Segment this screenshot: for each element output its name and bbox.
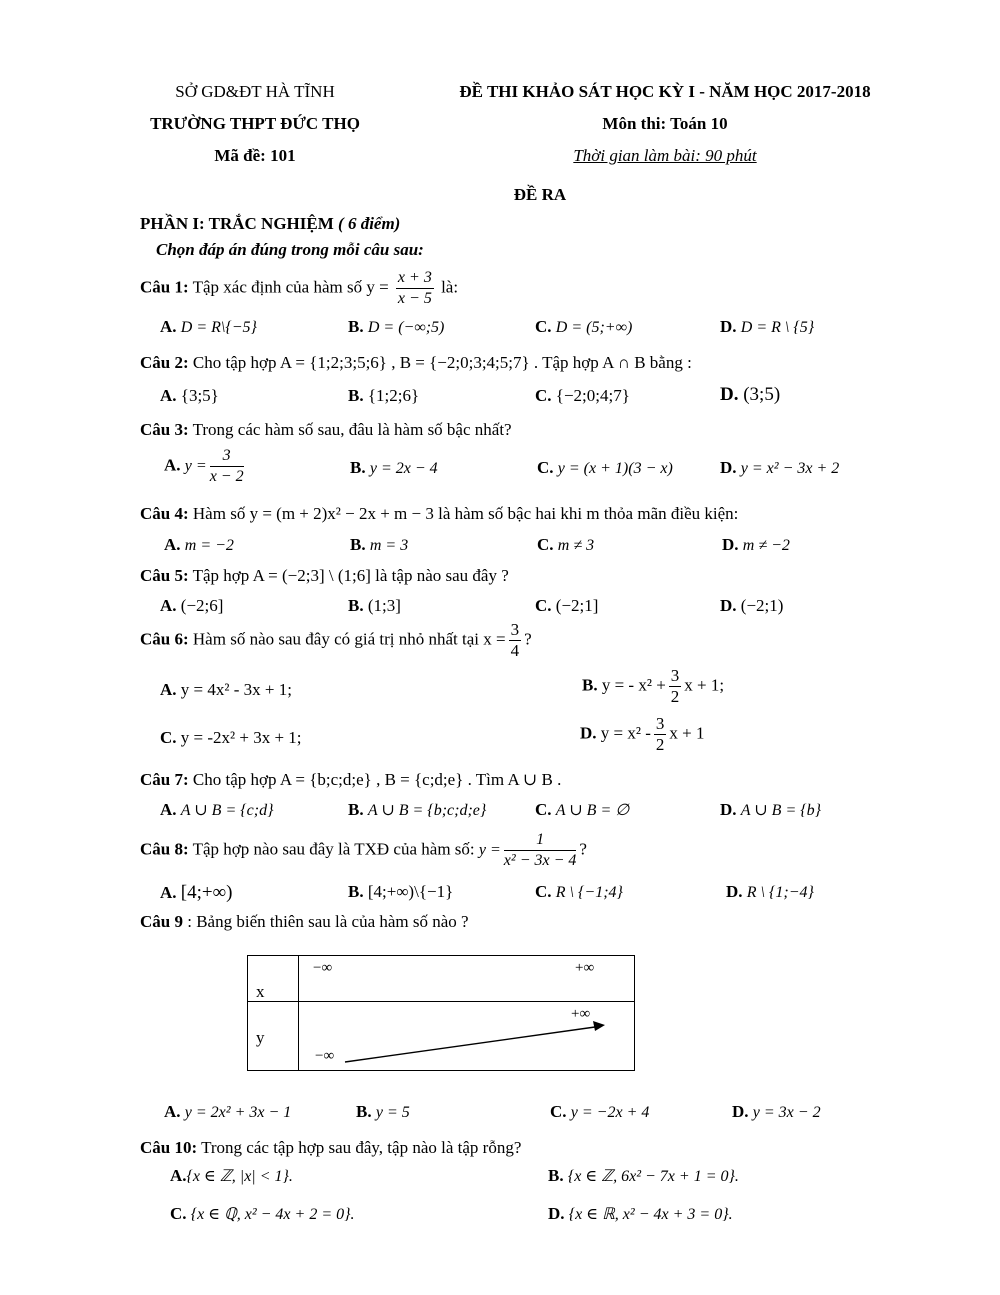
option-letter: C. [537, 535, 554, 554]
option-text: (−2;6] [180, 596, 224, 615]
option-text: [4;+∞)\{−1} [367, 882, 454, 901]
option-letter: A. [160, 883, 177, 902]
option-letter: C. [535, 596, 552, 615]
q4-option-a[interactable] [164, 535, 234, 555]
option-text: {−2;0;4;7} [555, 386, 630, 405]
q2-option-a[interactable] [160, 386, 219, 406]
option-text: y = x² - [600, 723, 651, 743]
q3-option-d[interactable] [720, 458, 839, 478]
option-letter: A. [160, 680, 177, 699]
option-letter: C. [535, 882, 552, 901]
question-text: : Bảng biến thiên sau là của hàm số nào ? [182, 912, 469, 931]
fraction [396, 268, 434, 309]
x-minus-infinity: −∞ [313, 960, 333, 976]
option-text: A ∪ B = {c;d} [180, 802, 274, 819]
q2-option-c[interactable] [535, 386, 630, 406]
option-letter: B. [348, 317, 364, 336]
question-label: Câu 3: [140, 420, 189, 439]
question-7 [140, 770, 561, 790]
q1-option-b[interactable] [348, 317, 444, 337]
option-text: y = 2x − 4 [369, 460, 438, 477]
q7-option-d[interactable] [720, 800, 821, 820]
question-text: Cho tập hợp A = {1;2;3;5;6} , B = {−2;0;3;4;5;7} . Tập hợp A ∩ B bằng : [192, 353, 692, 372]
q7-option-a[interactable] [160, 800, 273, 820]
question-3 [140, 420, 512, 440]
option-text: {x ∈ ℚ, x² − 4x + 2 = 0}. [190, 1206, 355, 1223]
x-label: x [256, 982, 265, 1001]
option-text: (−2;1] [555, 596, 599, 615]
q3-option-c[interactable] [537, 458, 673, 478]
question-label: Câu 1: [140, 277, 189, 297]
numerator: 3 [510, 620, 520, 639]
option-text: R \ {−1;4} [555, 884, 623, 901]
option-text: {x ∈ ℤ, 6x² − 7x + 1 = 0}. [567, 1168, 739, 1185]
option-text: (3;5) [743, 384, 781, 405]
fraction [210, 446, 244, 487]
y-minus-infinity: −∞ [315, 1048, 335, 1064]
option-text-tail: x + 1; [684, 675, 725, 695]
option-letter: A. [164, 535, 181, 554]
option-letter: A. [160, 800, 177, 819]
q5-option-d[interactable] [720, 596, 783, 616]
q8-option-b[interactable] [348, 882, 453, 902]
option-text: y = (x + 1)(3 − x) [557, 460, 673, 477]
option-letter: C. [535, 800, 552, 819]
variation-table-x-row [299, 956, 635, 1002]
option-text: (1;3] [367, 596, 401, 615]
section-instruction: Chọn đáp án đúng trong mỗi câu sau: [156, 240, 424, 259]
fraction [504, 830, 577, 871]
option-text: y = −2x + 4 [570, 1104, 650, 1121]
question-1 [140, 268, 458, 309]
option-letter: A. [164, 455, 181, 475]
option-text: y = 3x − 2 [752, 1104, 821, 1121]
section-heading [140, 214, 400, 234]
option-letter: D. [720, 384, 739, 405]
option-text: D = R\{−5} [180, 319, 257, 336]
question-label: Câu 8: [140, 839, 189, 859]
question-text: Cho tập hợp A = {b;c;d;e} , B = {c;d;e} . Tìm A ∪ B . [192, 770, 562, 789]
option-text: A ∪ B = ∅ [555, 802, 630, 819]
section-points: ( 6 điểm) [338, 214, 401, 233]
option-text: y = -2x² + 3x + 1; [180, 728, 302, 747]
option-letter: B. [582, 675, 598, 695]
question-label: Câu 5: [140, 566, 189, 585]
question-6 [140, 620, 532, 661]
header-duration: Thời gian làm bài: 90 phút [573, 146, 757, 165]
option-text: y = 2x² + 3x − 1 [184, 1104, 292, 1121]
option-letter: C. [535, 386, 552, 405]
function-prefix: y = [478, 841, 501, 859]
question-text: Tập xác định của hàm số y = [192, 277, 389, 297]
question-text: Hàm số y = (m + 2)x² − 2x + m − 3 là hàm số bậc hai khi m thỏa mãn điều kiện: [192, 504, 739, 523]
question-2 [140, 353, 692, 373]
option-text: A ∪ B = {b;c;d;e} [367, 802, 487, 819]
option-letter: B. [348, 596, 364, 615]
fraction [509, 620, 522, 661]
option-letter: B. [356, 1102, 372, 1121]
q2-option-d[interactable] [720, 384, 780, 406]
option-letter: D. [726, 882, 743, 901]
header-department: SỞ GD&ĐT HÀ TĨNH [175, 82, 335, 101]
option-text: m ≠ 3 [557, 537, 595, 554]
header-exam-code: Mã đề: 101 [214, 146, 296, 165]
q4-option-c[interactable] [537, 535, 594, 555]
increasing-arrow [299, 1002, 635, 1070]
denominator: 2 [670, 687, 680, 706]
option-letter: D. [722, 535, 739, 554]
option-text: y = x² − 3x + 2 [740, 460, 840, 477]
question-label: Câu 9 [140, 912, 183, 931]
option-text: {x ∈ ℤ, |x| < 1}. [186, 1168, 293, 1185]
option-text: {1;2;6} [367, 386, 420, 405]
q6-option-a[interactable] [160, 680, 292, 700]
option-letter: C. [535, 317, 552, 336]
option-letter: A. [160, 317, 177, 336]
option-text: y = - x² + [601, 675, 666, 695]
denominator: 2 [655, 735, 665, 754]
page-title: ĐỀ RA [513, 185, 567, 204]
question-10 [140, 1138, 521, 1158]
option-letter: B. [348, 882, 364, 901]
option-letter: D. [548, 1204, 565, 1223]
q6-option-d[interactable] [580, 714, 704, 755]
question-text: Trong các hàm số sau, đâu là hàm số bậc nhất? [192, 420, 512, 439]
q3-option-b[interactable] [350, 458, 438, 478]
question-tail: là: [441, 277, 459, 297]
option-letter: C. [537, 458, 554, 477]
question-label: Câu 10: [140, 1138, 198, 1157]
option-letter: D. [732, 1102, 749, 1121]
q2-option-b[interactable] [348, 386, 419, 406]
y-label: y [256, 1028, 265, 1047]
question-text: Tập hợp nào sau đây là TXĐ của hàm số: [192, 839, 475, 859]
option-letter: A. [160, 386, 177, 405]
denominator: x² − 3x − 4 [503, 852, 577, 869]
q10-option-a[interactable] [170, 1166, 293, 1186]
option-letter: C. [550, 1102, 567, 1121]
q9-option-b[interactable] [356, 1102, 410, 1122]
question-text: Trong các tập hợp sau đây, tập nào là tập rỗng? [201, 1138, 522, 1157]
option-text: m = −2 [184, 537, 234, 554]
option-text: m = 3 [369, 537, 409, 554]
q9-option-c[interactable] [550, 1102, 649, 1122]
q8-option-c[interactable] [535, 882, 623, 902]
question-tail: ? [579, 839, 587, 859]
option-letter: D. [720, 317, 737, 336]
question-label: Câu 4: [140, 504, 189, 523]
option-letter: B. [350, 535, 366, 554]
fraction [654, 714, 667, 755]
numerator: x + 3 [396, 268, 434, 289]
denominator: x − 5 [397, 290, 432, 307]
q9-option-a[interactable] [164, 1102, 291, 1122]
option-letter: B. [348, 386, 364, 405]
option-letter: D. [720, 458, 737, 477]
denominator: 4 [510, 641, 520, 660]
q9-option-d[interactable] [732, 1102, 821, 1122]
q5-option-a[interactable] [160, 596, 223, 616]
option-letter: A. [164, 1102, 181, 1121]
option-text: R \ {1;−4} [746, 884, 814, 901]
option-text: y = 4x² - 3x + 1; [180, 680, 292, 699]
q6-option-c[interactable] [160, 728, 302, 748]
question-label: Câu 7: [140, 770, 189, 789]
question-label: Câu 6: [140, 629, 189, 649]
q1-option-d[interactable] [720, 317, 814, 337]
option-text: {3;5} [180, 386, 219, 405]
q7-option-b[interactable] [348, 800, 486, 820]
option-text: D = (5;+∞) [555, 319, 633, 336]
question-8 [140, 830, 587, 871]
q10-option-b[interactable] [548, 1166, 739, 1186]
q10-option-d[interactable] [548, 1204, 733, 1224]
option-text: A ∪ B = {b} [740, 802, 822, 819]
q8-option-d[interactable] [726, 882, 814, 902]
question-text: Hàm số nào sau đây có giá trị nhỏ nhất tại x = [192, 629, 506, 649]
q10-option-c[interactable] [170, 1204, 355, 1224]
q7-option-c[interactable] [535, 800, 629, 820]
header-school: TRƯỜNG THPT ĐỨC THỌ [150, 114, 360, 133]
question-tail: ? [524, 629, 532, 649]
variation-table-y-header [248, 1002, 299, 1071]
question-text: Tập hợp A = (−2;3] \ (1;6] là tập nào sau đây ? [192, 566, 509, 585]
q1-option-a[interactable] [160, 317, 257, 337]
numerator: 3 [655, 714, 665, 733]
q8-option-a[interactable] [160, 882, 232, 904]
variation-table-x-header [248, 956, 299, 1002]
option-letter: A. [160, 596, 177, 615]
numerator: 3 [670, 666, 680, 685]
option-text: (−2;1) [740, 596, 784, 615]
section-label: PHẦN I: TRẮC NGHIỆM [140, 214, 334, 233]
option-letter: D. [720, 800, 737, 819]
option-letter: C. [170, 1204, 187, 1223]
header-exam-title: ĐỀ THI KHẢO SÁT HỌC KỲ I - NĂM HỌC 2017-2018 [459, 82, 871, 101]
option-letter: D. [720, 596, 737, 615]
option-text: D = R \ {5} [740, 319, 815, 336]
question-4 [140, 504, 738, 524]
q4-option-d[interactable] [722, 535, 790, 555]
option-text: y = 5 [375, 1104, 410, 1121]
option-text: [4;+∞) [180, 882, 233, 903]
q5-option-c[interactable] [535, 596, 598, 616]
q3-option-a[interactable] [164, 446, 247, 487]
variation-table [247, 955, 635, 1071]
question-label: Câu 2: [140, 353, 189, 372]
header-subject: Môn thi: Toán 10 [602, 114, 728, 133]
q4-option-b[interactable] [350, 535, 408, 555]
denominator: x − 2 [209, 468, 244, 485]
option-text: m ≠ −2 [742, 537, 790, 554]
option-text: {x ∈ ℝ, x² − 4x + 3 = 0}. [568, 1206, 733, 1223]
question-9 [140, 912, 469, 932]
option-letter: A. [170, 1166, 187, 1185]
q5-option-b[interactable] [348, 596, 401, 616]
y-plus-infinity: +∞ [571, 1006, 591, 1022]
option-letter: D. [580, 723, 597, 743]
option-letter: C. [160, 728, 177, 747]
variation-table-y-row [299, 1002, 635, 1071]
option-letter: B. [548, 1166, 564, 1185]
question-5 [140, 566, 509, 586]
option-text: y = [184, 457, 207, 475]
fraction [669, 666, 682, 707]
numerator: 1 [504, 830, 577, 851]
option-letter: B. [350, 458, 366, 477]
numerator: 3 [210, 446, 244, 467]
option-text-tail: x + 1 [669, 723, 705, 743]
option-letter: B. [348, 800, 364, 819]
q6-option-b[interactable] [582, 666, 724, 707]
x-plus-infinity: +∞ [575, 960, 595, 976]
q1-option-c[interactable] [535, 317, 632, 337]
option-text: D = (−∞;5) [367, 319, 445, 336]
